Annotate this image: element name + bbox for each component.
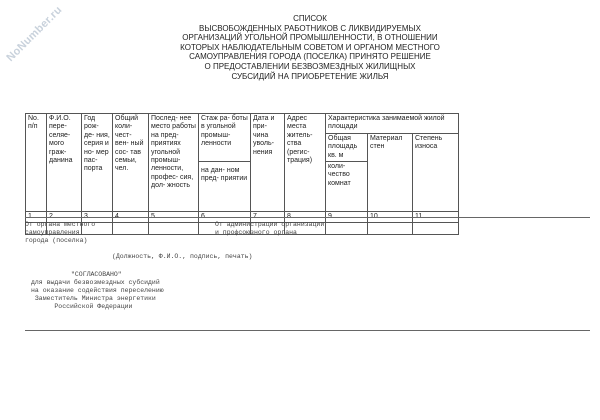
title-line: СПИСОК (293, 14, 327, 23)
header-housing: Характеристика занимаемой жилой площади (326, 114, 459, 134)
approved-text: для выдачи безвозмездных субсидий на оказание содействия переселению Заместитель Министра энергетики Российской Федерации (31, 279, 164, 310)
divider (25, 330, 590, 331)
title-line: ОРГАНИЗАЦИЙ УГОЛЬНОЙ ПРОМЫШЛЕННОСТИ, В ОТНОШЕНИИ (182, 33, 438, 43)
divider (25, 217, 590, 218)
signature-caption: (Должность, Ф.И.О., подпись, печать) (112, 253, 253, 260)
watermark: NoNumber.ru (4, 3, 65, 65)
title-line: СУБСИДИЙ НА ПРИОБРЕТЕНИЕ ЖИЛЬЯ (231, 71, 389, 81)
title-line: САМОУПРАВЛЕНИЯ ГОРОДА (ПОСЕЛКА) ПРИНЯТО РЕШЕНИЕ (189, 52, 431, 62)
document-title (120, 14, 500, 81)
header-dismissal: Дата и при- чина уволь- нения (251, 114, 285, 212)
header-address: Адрес места житель- ства (регис- трация) (285, 114, 326, 212)
title-line: ВЫСВОБОЖДЕННЫХ РАБОТНИКОВ С ЛИКВИДИРУЕМЫХ (199, 23, 421, 33)
header-last-job: Послед- нее место работы на пред- приятиях угольной промыш- ленности, профес- сия, дол- жность (149, 114, 199, 212)
header-area: Общая площадь кв. м (326, 133, 368, 161)
header-experience-here: на дан- ном пред- приятии (199, 162, 251, 212)
administration-label: От администрации организации и профсоюзного органа (215, 221, 325, 236)
header-coal-experience: Стаж ра- боты в угольной промыш- ленности (199, 114, 251, 162)
header-family-size: Общий коли- чест- вен- ный сос- тав семьи, чел. (113, 114, 149, 212)
header-no: No. п/п (26, 114, 47, 212)
title-line: КОТОРЫХ НАБЛЮДАТЕЛЬНЫМ СОВЕТОМ И ОРГАНОМ МЕСТНОГО (180, 42, 440, 52)
local-authority-label: От органа местного самоуправления города (поселка) (25, 221, 96, 244)
approved-heading: "СОГЛАСОВАНО" (71, 271, 122, 278)
header-birth-passport: Год рож- де- ния, серия и но- мер пас- порта (82, 114, 113, 212)
header-wall-material: Материал стен (368, 133, 413, 211)
header-name: Ф.И.О. пере- селяе- мого граж- данина (47, 114, 82, 212)
title-line: О ПРЕДОСТАВЛЕНИИ БЕЗВОЗМЕЗДНЫХ ЖИЛИЩНЫХ (204, 61, 416, 71)
header-rooms: коли- чество комнат (326, 162, 368, 212)
header-wear: Степень износа (413, 133, 459, 211)
